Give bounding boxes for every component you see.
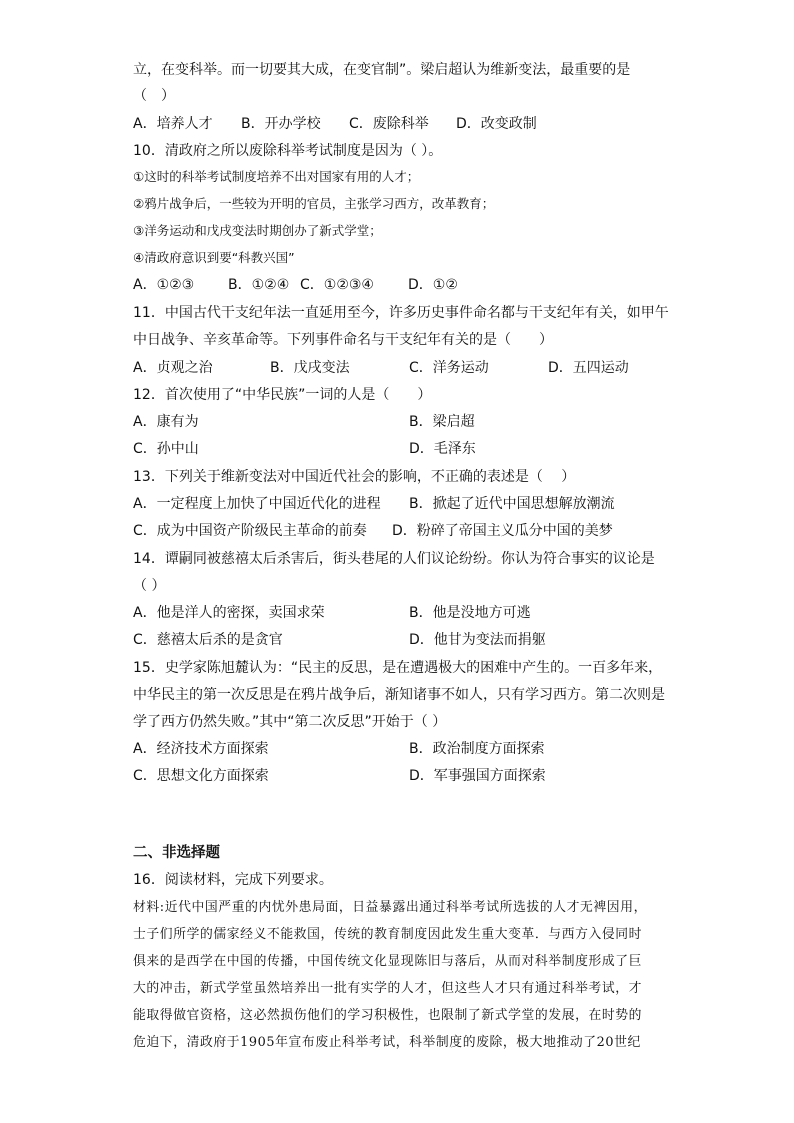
- q14-answer-bracket: （ ）: [133, 578, 166, 594]
- q13-option-c[interactable]: C．成为中国资产阶级民主革命的前奏: [133, 523, 367, 539]
- q12-option-c[interactable]: C．孙中山: [133, 441, 199, 457]
- q9-option-c[interactable]: C．废除科举: [349, 116, 429, 132]
- q11-option-a[interactable]: A．贞观之治: [133, 360, 213, 376]
- q14-stem: 14．谭嗣同被慈禧太后杀害后，街头巷尾的人们议论纷纷。你认为符合事实的议论是: [133, 551, 655, 567]
- q13-option-b[interactable]: B．掀起了近代中国思想解放潮流: [409, 496, 615, 512]
- material-line-4: 大的冲击，新式学堂虽然培养出一批有实学的人才，但这些人才只有通过科举考试，才: [133, 981, 643, 996]
- q12-option-b[interactable]: B．梁启超: [409, 414, 475, 430]
- material-line-2: 士子们所学的儒家经义不能救国，传统的教育制度因此发生重大变革．与西方入侵同时: [133, 927, 643, 942]
- q10-option-d[interactable]: D．①②: [408, 277, 458, 293]
- q11-option-c[interactable]: C．洋务运动: [409, 360, 489, 376]
- q12-option-a[interactable]: A．康有为: [133, 414, 199, 430]
- q10-item-2: ②鸦片战争后，一些较为开明的官员，主张学习西方，改革教育；: [133, 196, 495, 211]
- q14-option-c[interactable]: C．慈禧太后杀的是贪官: [133, 632, 283, 648]
- q15-option-a[interactable]: A．经济技术方面探索: [133, 741, 269, 757]
- section-title-non-choice: 二、非选择题: [133, 845, 220, 861]
- q15-stem-line-1: 15．史学家陈旭麓认为：“民主的反思，是在遭遇极大的困难中产生的。一百多年来，: [133, 660, 663, 676]
- q16-stem: 16．阅读材料，完成下列要求。: [133, 872, 333, 888]
- q13-option-a[interactable]: A．一定程度上加快了中国近代化的进程: [133, 496, 381, 512]
- q10-option-a[interactable]: A．①②③: [133, 277, 195, 293]
- q12-stem: 12．首次使用了“中华民族”一词的人是（ ）: [133, 387, 432, 403]
- q11-stem-line-2: 中日战争、辛亥革命等。下列事件命名与干支纪年有关的是（ ）: [133, 332, 553, 348]
- material-line-6: 危迫下，清政府于1905年宣布废止科举考试，科举制度的废除，极大地推动了20世纪: [133, 1035, 641, 1050]
- q14-option-a[interactable]: A．他是洋人的密探，卖国求荣: [133, 605, 325, 621]
- q10-option-b[interactable]: B．①②④: [228, 277, 290, 293]
- q13-option-d[interactable]: D．粉碎了帝国主义瓜分中国的美梦: [392, 523, 613, 539]
- material-line-5: 能取得做官资格，这必然损伤他们的学习积极性，也限制了新式学堂的发展，在时势的: [133, 1008, 643, 1023]
- q13-stem: 13．下列关于维新变法对中国近代社会的影响，不正确的表述是（ ）: [133, 469, 576, 485]
- q9-stem-end: 立，在变科举。而一切要其大成，在变官制”。梁启超认为维新变法，最重要的是: [133, 62, 631, 78]
- q10-item-3: ③洋务运动和戊戌变法时期创办了新式学堂；: [133, 223, 382, 238]
- q10-item-4: ④清政府意识到要“科教兴国”: [133, 250, 295, 265]
- q9-option-d[interactable]: D．改变政制: [456, 116, 537, 132]
- material-line-1: 材料:近代中国严重的内忧外患局面，日益暴露出通过科举考试所选拔的人才无裨因用，: [133, 900, 647, 915]
- q15-stem-line-3: 学了西方仍然失败。”其中“第二次反思”开始于（ ）: [133, 714, 447, 730]
- q9-answer-bracket: （ ）: [133, 88, 175, 104]
- q15-option-b[interactable]: B．政治制度方面探索: [409, 741, 545, 757]
- q9-option-a[interactable]: A．培养人才: [133, 116, 213, 132]
- material-line-3: 俱来的是西学在中国的传播，中国传统文化显现陈旧与落后，从而对科举制度形成了巨: [133, 954, 643, 969]
- q11-option-b[interactable]: B．戊戌变法: [270, 360, 350, 376]
- q11-stem-line-1: 11．中国古代干支纪年法一直延用至今，许多历史事件命名都与干支纪年有关，如甲午: [133, 305, 669, 321]
- q15-option-c[interactable]: C．思想文化方面探索: [133, 768, 269, 784]
- q15-stem-line-2: 中华民主的第一次反思是在鸦片战争后，渐知诸事不如人，只有学习西方。第二次则是: [133, 687, 665, 703]
- q9-option-b[interactable]: B．开办学校: [241, 116, 321, 132]
- q12-option-d[interactable]: D．毛泽东: [409, 441, 476, 457]
- q10-item-1: ①这时的科举考试制度培养不出对国家有用的人才；: [133, 169, 420, 184]
- q10-stem: 10．清政府之所以废除科举考试制度是因为（ ）。: [133, 143, 443, 159]
- q15-option-d[interactable]: D．军事强国方面探索: [409, 768, 546, 784]
- q10-option-c[interactable]: C．①②③④: [300, 277, 374, 293]
- q14-option-b[interactable]: B．他是没地方可逃: [409, 605, 531, 621]
- q14-option-d[interactable]: D．他甘为变法而捐躯: [409, 632, 546, 648]
- q11-option-d[interactable]: D．五四运动: [548, 360, 629, 376]
